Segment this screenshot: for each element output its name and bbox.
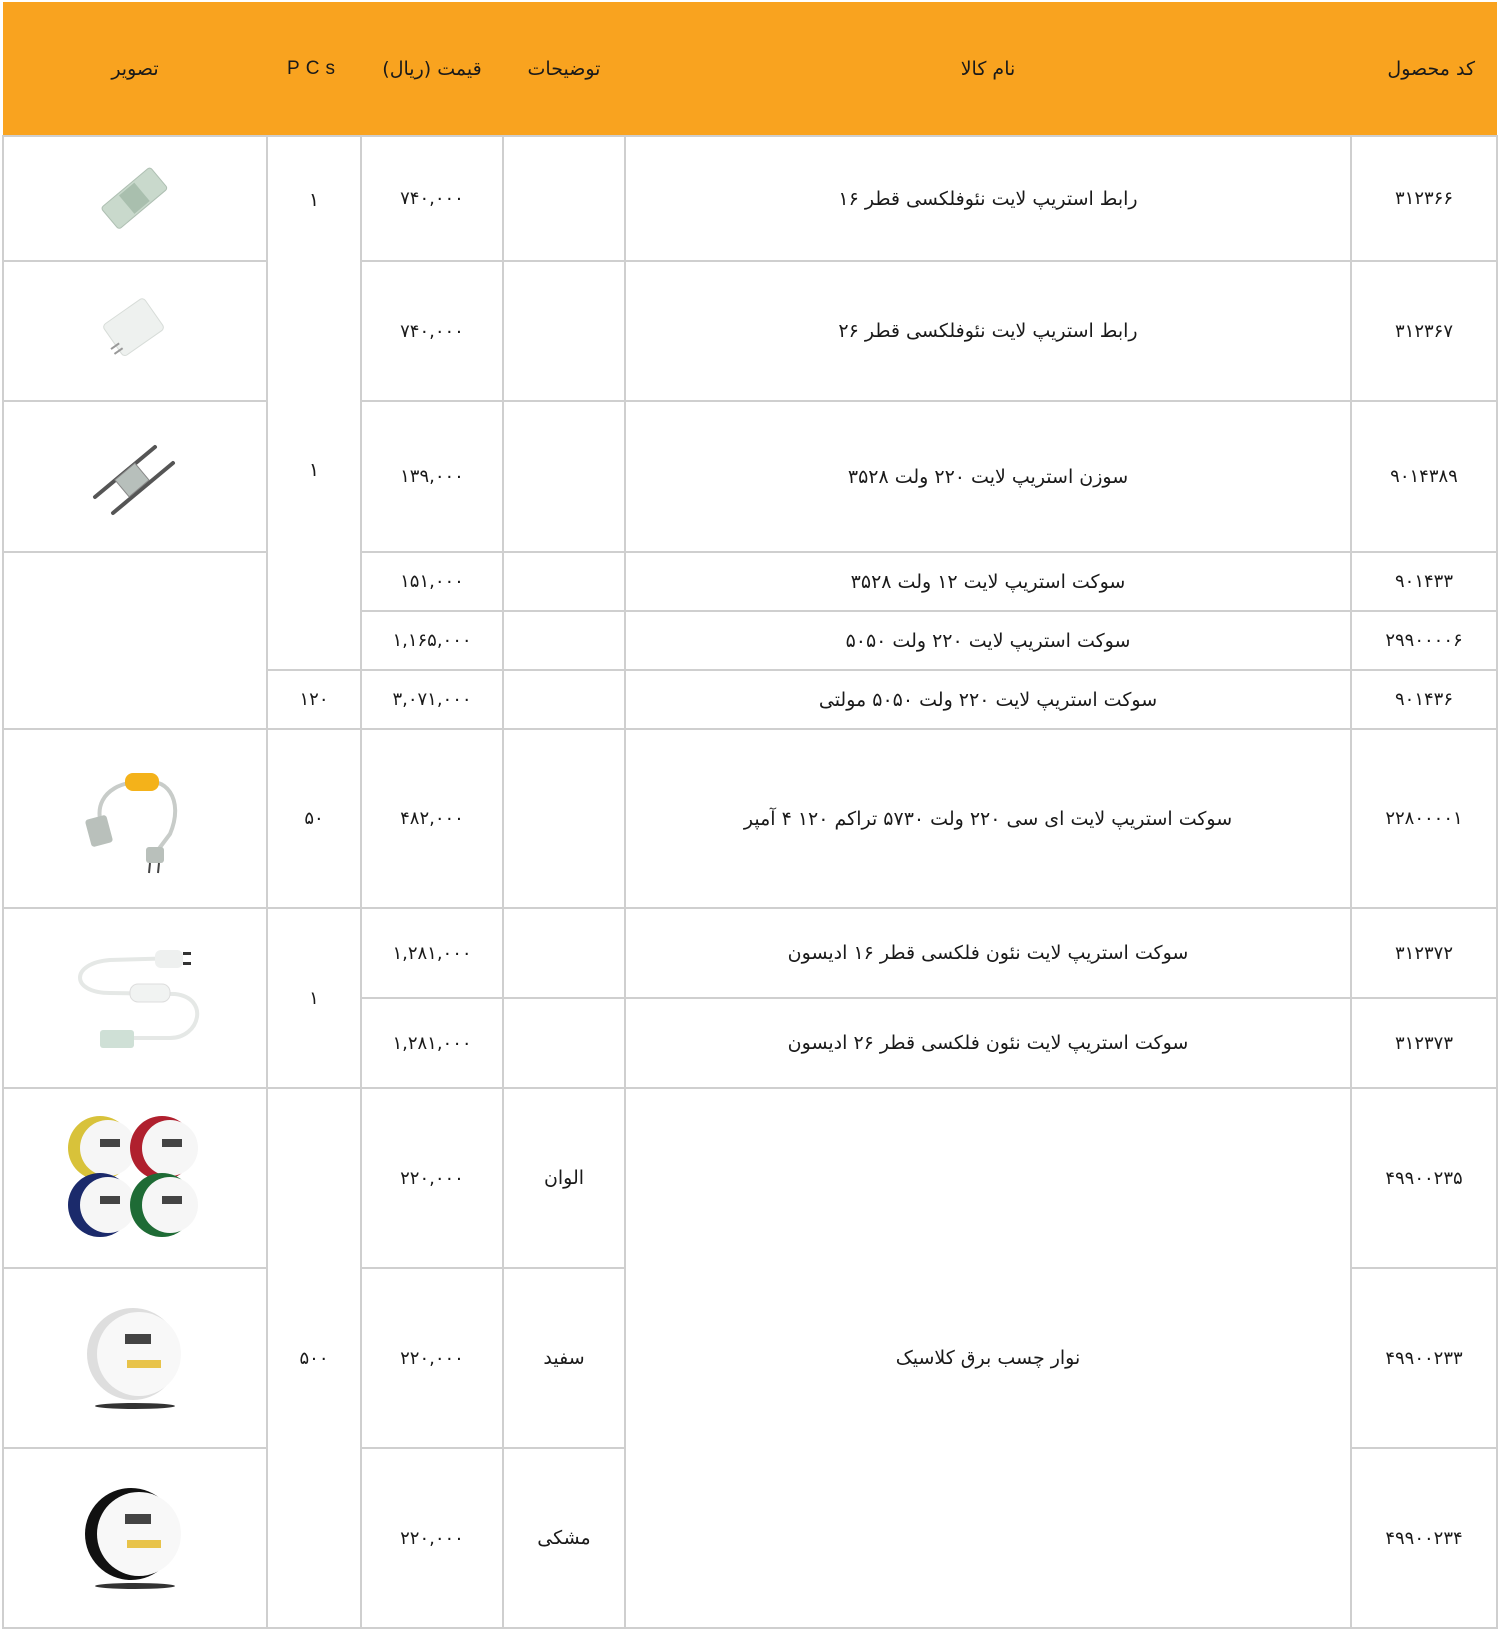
product-code: ۲۲۸۰۰۰۰۱ <box>1351 729 1497 908</box>
product-price: ۳,۰۷۱,۰۰۰ <box>361 670 503 729</box>
table-row <box>3 552 1497 611</box>
product-code: ۴۹۹۰۰۲۳۵ <box>1351 1088 1497 1268</box>
product-description <box>503 401 625 552</box>
product-description <box>503 611 625 670</box>
power-cable-white-icon <box>60 938 210 1058</box>
header-row <box>3 2 1497 136</box>
header-description: توضیحات <box>503 2 625 136</box>
product-name: سوکت استریپ لایت ۱۲ ولت ۳۵۲۸ <box>625 552 1351 611</box>
product-image <box>3 261 267 401</box>
product-name: سوکت استریپ لایت ۲۲۰ ولت ۵۰۵۰ <box>625 611 1351 670</box>
header-code: کد محصول <box>1351 2 1497 136</box>
pcs-value: ۱ <box>308 459 320 481</box>
product-code: ۳۱۲۳۷۲ <box>1351 908 1497 998</box>
product-price: ۱,۲۸۱,۰۰۰ <box>361 998 503 1088</box>
product-image-empty <box>3 552 267 729</box>
table-row <box>3 261 1497 401</box>
product-code: ۹۰۱۴۳۶ <box>1351 670 1497 729</box>
table-row <box>3 401 1497 552</box>
neon-flex-connector-26-icon <box>85 286 185 376</box>
product-table <box>2 2 1498 1629</box>
product-image <box>3 729 267 908</box>
product-name: رابط استریپ لایت نئوفلکسی قطر ۱۶ <box>625 136 1351 261</box>
product-pcs: ۱ <box>267 908 361 1088</box>
product-price: ۲۲۰,۰۰۰ <box>361 1448 503 1628</box>
product-description <box>503 261 625 401</box>
tape-roll-white-icon <box>75 1298 195 1418</box>
table-row <box>3 729 1497 908</box>
tape-roll-black-icon <box>75 1478 195 1598</box>
product-code: ۳۱۲۳۶۶ <box>1351 136 1497 261</box>
product-pcs: ۱۲۰ <box>267 670 361 729</box>
product-name: رابط استریپ لایت نئوفلکسی قطر ۲۶ <box>625 261 1351 401</box>
product-description: سفید <box>503 1268 625 1448</box>
product-description: الوان <box>503 1088 625 1268</box>
product-description <box>503 998 625 1088</box>
neon-flex-connector-16-icon <box>85 154 185 244</box>
product-code: ۳۱۲۳۶۷ <box>1351 261 1497 401</box>
header-pcs: PCs <box>267 2 361 136</box>
product-image <box>3 1448 267 1628</box>
product-code: ۳۱۲۳۷۳ <box>1351 998 1497 1088</box>
product-price: ۱,۱۶۵,۰۰۰ <box>361 611 503 670</box>
product-code: ۴۹۹۰۰۲۳۳ <box>1351 1268 1497 1448</box>
table-row <box>3 1088 1497 1268</box>
product-description: مشکی <box>503 1448 625 1628</box>
product-price: ۱۳۹,۰۰۰ <box>361 401 503 552</box>
pcs-value: ۱ <box>308 189 320 211</box>
product-description <box>503 670 625 729</box>
product-name: سوکت استریپ لایت ای سی ۲۲۰ ولت ۵۷۳۰ تراکم ۱۲۰ ۴ آمپر <box>625 729 1351 908</box>
product-description <box>503 729 625 908</box>
product-code: ۹۰۱۴۳۳ <box>1351 552 1497 611</box>
product-price: ۷۴۰,۰۰۰ <box>361 261 503 401</box>
price-list <box>2 2 1496 1636</box>
product-price: ۲۲۰,۰۰۰ <box>361 1088 503 1268</box>
product-image <box>3 1268 267 1448</box>
strip-pin-icon <box>85 427 185 527</box>
product-description <box>503 908 625 998</box>
product-name: نوار چسب برق کلاسیک <box>625 1088 1351 1628</box>
power-cable-yellow-icon <box>70 759 200 879</box>
product-price: ۱۵۱,۰۰۰ <box>361 552 503 611</box>
tape-rolls-colors-icon <box>60 1113 210 1243</box>
product-pcs: ۵۰۰ <box>267 1088 361 1628</box>
product-name: سوکت استریپ لایت نئون فلکسی قطر ۱۶ ادیسون <box>625 908 1351 998</box>
product-code: ۴۹۹۰۰۲۳۴ <box>1351 1448 1497 1628</box>
header-image: تصویر <box>3 2 267 136</box>
product-pcs: ۵۰ <box>267 729 361 908</box>
product-price: ۱,۲۸۱,۰۰۰ <box>361 908 503 998</box>
header-price: قیمت (ریال) <box>361 2 503 136</box>
product-name: سوزن استریپ لایت ۲۲۰ ولت ۳۵۲۸ <box>625 401 1351 552</box>
product-image <box>3 1088 267 1268</box>
product-code: ۲۹۹۰۰۰۰۶ <box>1351 611 1497 670</box>
product-pcs <box>267 136 361 670</box>
product-description <box>503 136 625 261</box>
product-price: ۲۲۰,۰۰۰ <box>361 1268 503 1448</box>
product-price: ۷۴۰,۰۰۰ <box>361 136 503 261</box>
product-name: سوکت استریپ لایت نئون فلکسی قطر ۲۶ ادیسون <box>625 998 1351 1088</box>
product-code: ۹۰۱۴۳۸۹ <box>1351 401 1497 552</box>
product-image <box>3 136 267 261</box>
product-name: سوکت استریپ لایت ۲۲۰ ولت ۵۰۵۰ مولتی <box>625 670 1351 729</box>
product-price: ۴۸۲,۰۰۰ <box>361 729 503 908</box>
product-image <box>3 401 267 552</box>
table-row <box>3 908 1497 998</box>
header-name: نام کالا <box>625 2 1351 136</box>
product-image <box>3 908 267 1088</box>
product-description <box>503 552 625 611</box>
table-row <box>3 136 1497 261</box>
